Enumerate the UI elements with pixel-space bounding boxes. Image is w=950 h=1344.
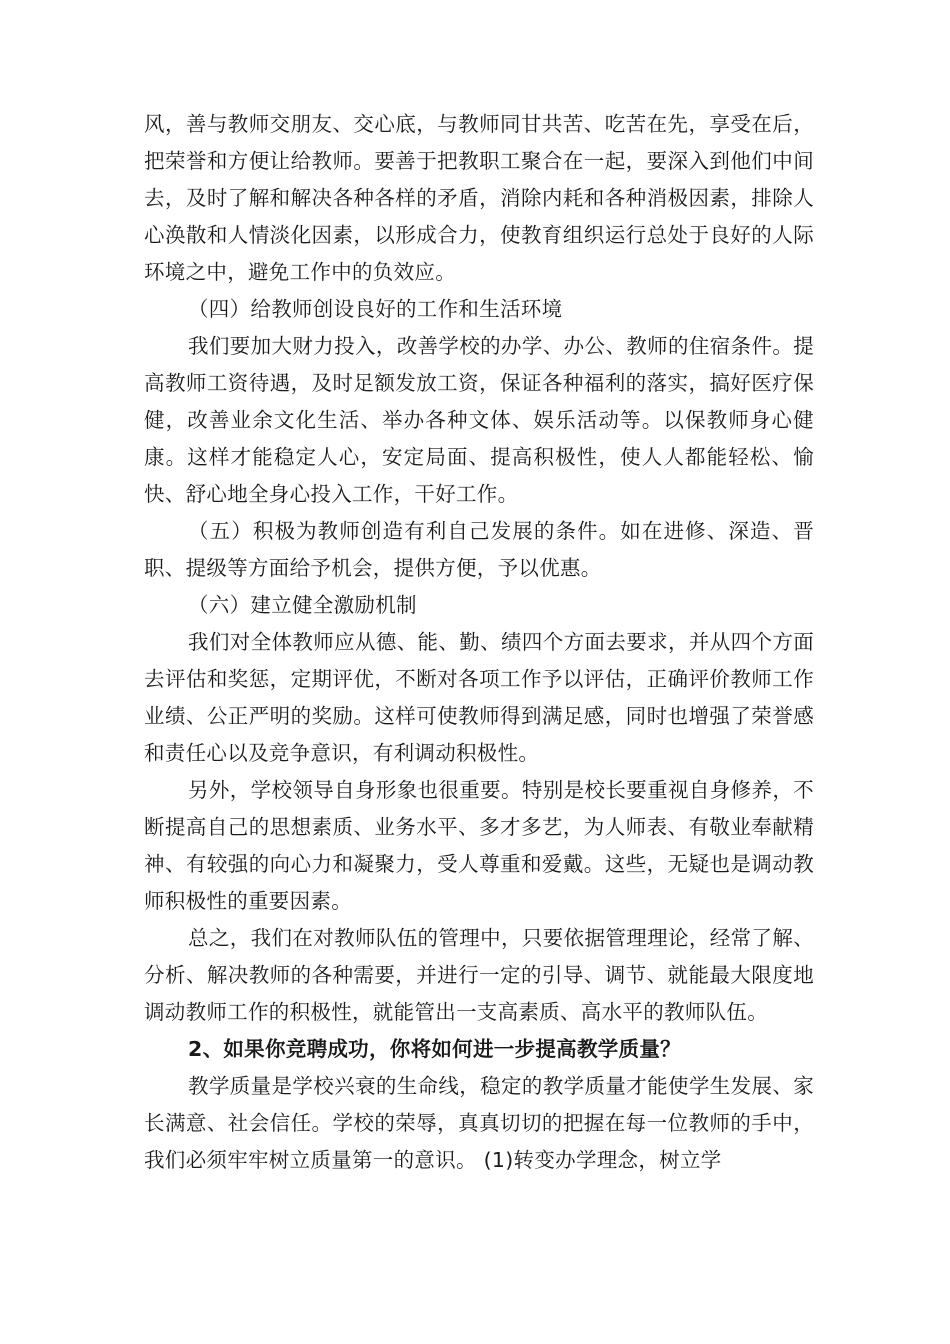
paragraph-incentive: 我们对全体教师应从德、能、勤、绩四个方面去要求，并从四个方面去评估和奖惩，定期评优，不断对各项工作予以评估，正确评价教师工作业绩、公正严明的奖励。这样可使教师得到满足感，同时也增强了荣誉感和责任心以及竞争意识，有利调动积极性。	[144, 630, 814, 765]
paragraph-environment: 我们要加大财力投入，改善学校的办学、办公、教师的住宿条件。提高教师工资待遇，及时足额发放工资，保证各种福利的落实，搞好医疗保健，改善业余文化生活、举办各种文体、娱乐活动等。以保教师身心健康。这样才能稳定人心，安定局面、提高积极性，使人人都能轻松、愉快、舒心地全身心投入工作，干好工作。	[144, 334, 814, 506]
paragraph-teaching-quality: 教学质量是学校兴衰的生命线，稳定的教学质量才能使学生发展、家长满意、社会信任。学校的荣辱，真真切切的把握在每一位教师的手中，我们必须牢牢树立质量第一的意识。 (1)转变办学理念，树立学	[144, 1074, 814, 1172]
paragraph-conclusion: 总之，我们在对教师队伍的管理中，只要依据管理理论，经常了解、分析、解决教师的各种需要，并进行一定的引导、调节、就能最大限度地调动教师工作的积极性，就能管出一支高素质、高水平的教师队伍。	[144, 926, 814, 1024]
question-heading-2: 2、如果你竞聘成功，你将如何进一步提高教学质量？	[188, 1037, 681, 1061]
paragraph-leadership: 另外，学校领导自身形象也很重要。特别是校长要重视自身修养，不断提高自己的思想素质、业务水平、多才多艺，为人师表、有敬业奉献精神、有较强的向心力和凝聚力，受人尊重和爱戴。这些，无疑也是调动教师积极性的重要因素。	[144, 778, 814, 913]
paragraph-continuation: 风，善与教师交朋友、交心底，与教师同甘共苦、吃苦在先，享受在后，把荣誉和方便让给教师。要善于把教职工聚合在一起，要深入到他们中间去，及时了解和解决各种各样的矛盾，消除内耗和各种消极因素，排除人心涣散和人情淡化因素，以形成合力，使教育组织运行总处于良好的人际环境之中，避免工作中的负效应。	[144, 112, 814, 284]
document-body	[144, 106, 814, 1179]
section-heading-6: （六）建立健全激励机制	[188, 593, 417, 617]
section-heading-4: （四）给教师创设良好的工作和生活环境	[188, 297, 563, 321]
section-heading-5: （五）积极为教师创造有利自己发展的条件。如在进修、深造、晋职、提级等方面给予机会，提供方便，予以优惠。	[144, 519, 814, 580]
